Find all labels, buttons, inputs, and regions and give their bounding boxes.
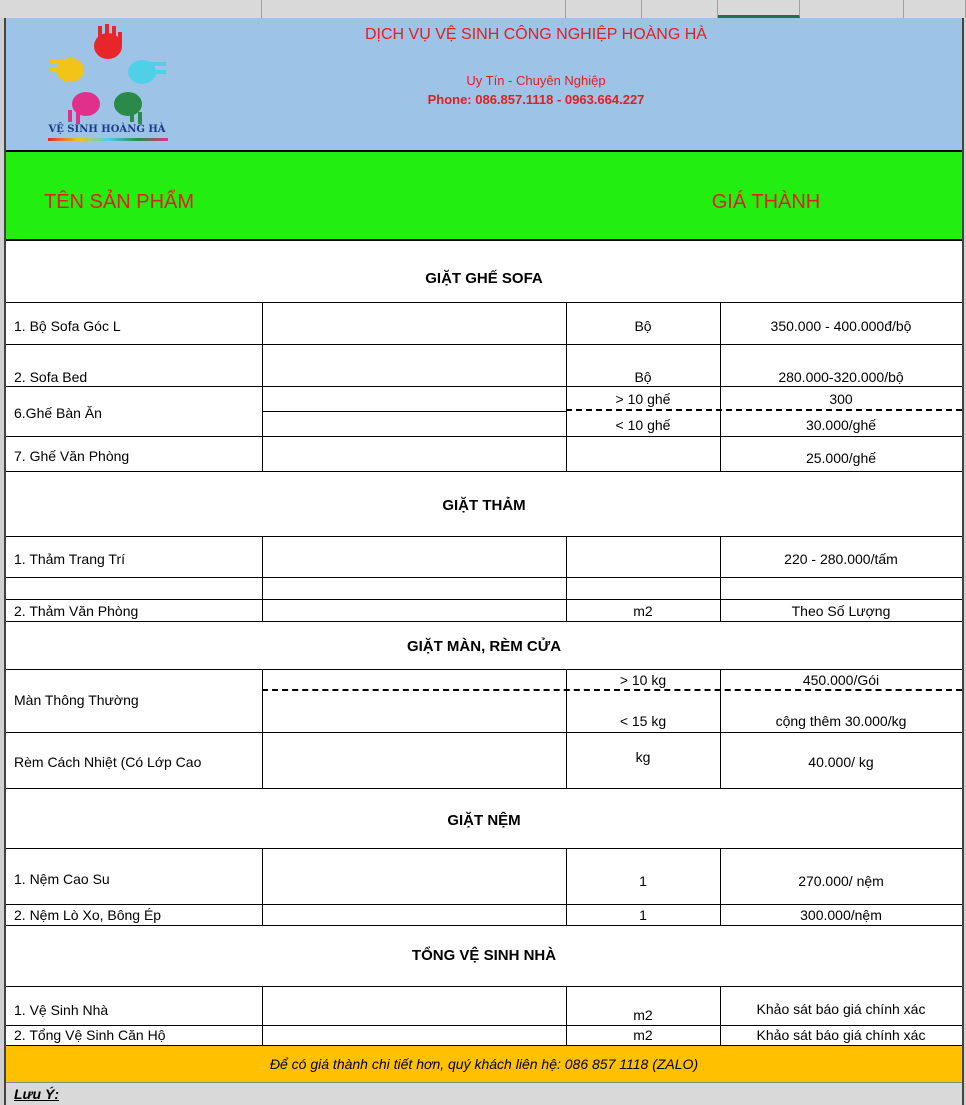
column-header-f[interactable] — [800, 0, 904, 18]
header-band — [6, 18, 962, 152]
item-price: 300 — [829, 391, 853, 407]
column-header-c[interactable] — [566, 0, 642, 18]
column-header-b[interactable] — [262, 0, 566, 18]
item-unit: m2 — [633, 603, 653, 619]
section-title: GIẶT MÀN, RÈM CỬA — [406, 638, 562, 655]
item-unit: m2 — [633, 1027, 653, 1043]
price-sheet — [4, 18, 964, 1105]
table-row[interactable] — [6, 733, 962, 789]
table-row[interactable] — [6, 987, 962, 1026]
table-row[interactable] — [6, 537, 962, 578]
company-logo — [42, 24, 172, 144]
section-title: GIẶT THẢM — [442, 497, 526, 514]
item-price: 350.000 - 400.000đ/bộ — [770, 318, 912, 334]
item-unit: Bộ — [634, 369, 652, 385]
table-row[interactable] — [6, 1026, 962, 1046]
column-header-d[interactable] — [642, 0, 718, 18]
hand-pink-icon — [68, 92, 100, 124]
column-header-e[interactable] — [718, 0, 800, 18]
item-unit: 1 — [639, 907, 647, 923]
item-unit: 1 — [639, 873, 647, 889]
hand-green-icon — [114, 92, 142, 124]
item-price: cộng thêm 30.000/kg — [775, 713, 907, 729]
hand-yellow-icon — [50, 58, 84, 82]
contact-band — [6, 1046, 962, 1083]
item-name: 7. Ghế Văn Phòng — [14, 448, 130, 464]
table-row[interactable] — [6, 670, 962, 733]
item-name: 1. Thảm Trang Trí — [14, 551, 126, 567]
item-price: Theo Số Lượng — [791, 603, 891, 619]
item-unit: m2 — [633, 1007, 653, 1023]
item-name: 2. Tổng Vệ Sinh Căn Hộ — [14, 1027, 166, 1043]
item-price: Khảo sát báo giá chính xác — [756, 1001, 926, 1017]
section-tham — [6, 472, 962, 537]
item-price: 220 - 280.000/tấm — [784, 551, 898, 567]
table-row[interactable] — [6, 849, 962, 905]
column-title-band — [6, 152, 962, 241]
company-name: DỊCH VỤ VỆ SINH CÔNG NGHIỆP HOÀNG HÀ — [365, 26, 707, 43]
item-unit: Bộ — [634, 318, 652, 334]
item-name: 1. Vệ Sinh Nhà — [14, 1002, 109, 1018]
item-price: 25.000/ghế — [805, 450, 877, 466]
table-row[interactable] — [6, 387, 962, 437]
section-title: TỔNG VỆ SINH NHÀ — [411, 947, 557, 964]
item-name: 2. Thảm Văn Phòng — [14, 603, 139, 619]
table-row[interactable] — [6, 437, 962, 472]
item-price: 270.000/ nệm — [798, 873, 884, 889]
item-price: 30.000/ghế — [805, 417, 877, 433]
note-row — [6, 1083, 962, 1105]
hand-red-icon — [94, 24, 122, 59]
item-price: Khảo sát báo giá chính xác — [756, 1027, 926, 1043]
hand-cyan-icon — [128, 60, 166, 84]
section-title: GIẶT GHẾ SOFA — [425, 270, 543, 287]
company-phone: Phone: 086.857.1118 - 0963.664.227 — [427, 92, 645, 107]
table-row[interactable] — [6, 345, 962, 387]
note-label: Lưu Ý: — [14, 1086, 59, 1102]
section-sofa — [6, 241, 962, 303]
section-tong — [6, 926, 962, 987]
logo-text: VỆ SINH HOÀNG HÀ — [48, 124, 166, 135]
section-man — [6, 622, 962, 670]
item-name: 2. Nệm Lò Xo, Bông Ép — [14, 907, 162, 923]
table-row[interactable] — [6, 303, 962, 345]
company-tagline: Uy Tín - Chuyên Nghiệp — [466, 73, 606, 88]
item-unit: > 10 kg — [619, 672, 667, 688]
item-name: Màn Thông Thường — [14, 692, 139, 708]
item-name: 1. Bộ Sofa Góc L — [14, 318, 121, 334]
item-unit: < 10 ghế — [615, 417, 671, 433]
table-row[interactable] — [6, 600, 962, 622]
column-price-title: GIÁ THÀNH — [711, 191, 821, 213]
item-price: 40.000/ kg — [808, 754, 874, 770]
item-name: 6.Ghế Bàn Ăn — [14, 405, 102, 421]
table-row[interactable] — [6, 905, 962, 926]
item-price: 450.000/Gói — [802, 672, 880, 688]
item-name: Rèm Cách Nhiệt (Có Lớp Cao — [14, 754, 202, 770]
item-price: 280.000-320.000/bộ — [778, 369, 904, 385]
logo-underline — [48, 138, 168, 141]
column-header-g[interactable] — [904, 0, 966, 18]
item-name: 1. Nệm Cao Su — [14, 871, 110, 887]
table-row[interactable] — [6, 578, 962, 600]
section-title: GIẶT NỆM — [447, 812, 521, 829]
section-nem — [6, 789, 962, 849]
contact-text: Để có giá thành chi tiết hơn, quý khách liên hệ: 086 857 1118 (ZALO) — [269, 1056, 699, 1072]
column-strip — [0, 0, 966, 18]
column-header-a[interactable] — [0, 0, 262, 18]
item-unit: kg — [635, 749, 651, 765]
item-price: 300.000/nệm — [800, 907, 882, 923]
item-unit: < 15 kg — [619, 713, 667, 729]
item-unit: > 10 ghế — [615, 391, 671, 407]
column-name-title: TÊN SẢN PHẨM — [44, 191, 195, 213]
item-name: 2. Sofa Bed — [14, 369, 88, 385]
